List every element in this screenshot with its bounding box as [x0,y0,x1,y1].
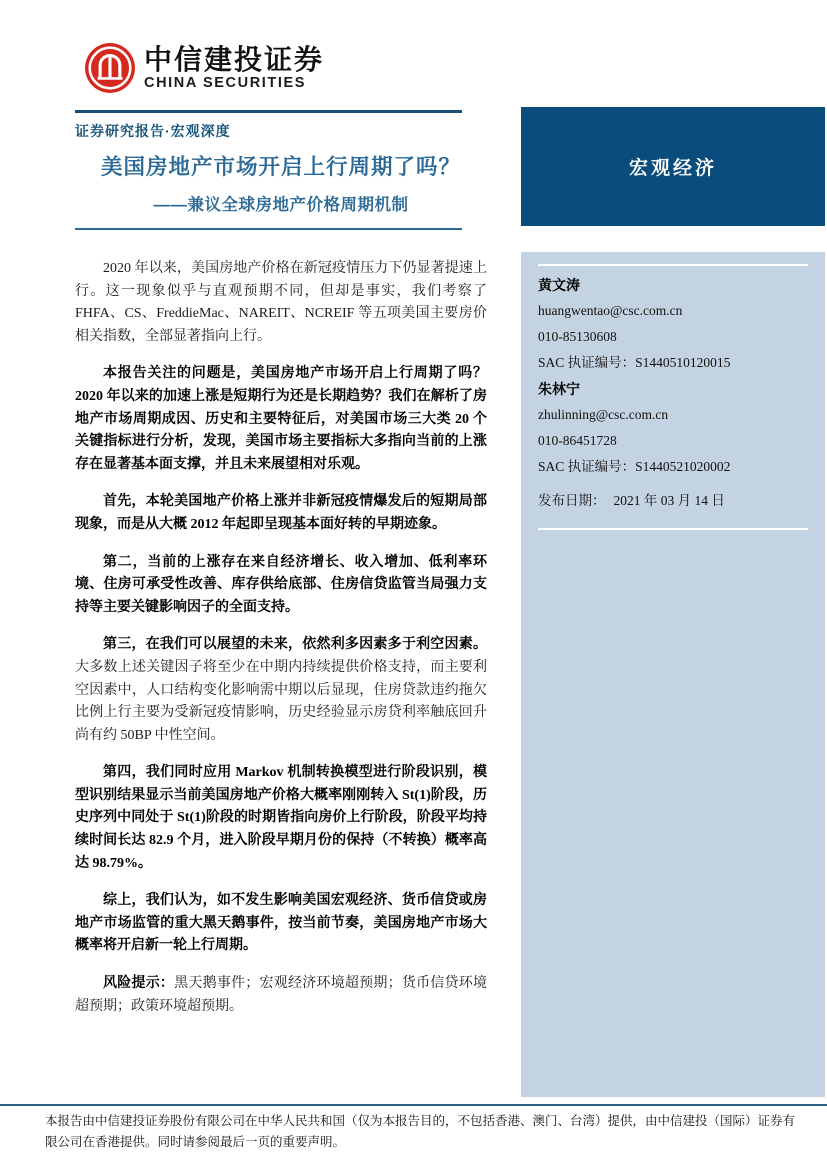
report-series-label: 证券研究报告·宏观深度 [75,123,231,139]
analyst-block [538,376,808,480]
analyst-phone: 010-85130608 [538,329,617,344]
publish-date-row [538,488,808,514]
analyst-info-panel [521,252,825,1097]
report-subtitle: ——兼议全球房地产价格周期机制 [153,196,409,214]
body-paragraph: 综上，我们认为，如不发生影响美国宏观经济、货币信贷或房地产市场监管的重大黑天鹅事件，按当前节奏，美国房地产市场大概率将开启新一轮上行周期。 [75,893,487,954]
panel-top-rule [538,264,808,266]
analyst-email: zhulinning@csc.com.cn [538,407,669,422]
category-badge [521,107,825,226]
analyst-phone: 010-86451728 [538,433,617,448]
category-label: 宏观经济 [628,158,717,179]
analyst-sac-number: SAC 执证编号：S1440510120015 [538,355,731,370]
citic-brand-logo-icon [84,42,136,94]
analyst-name: 朱林宁 [538,381,580,397]
body-paragraph: 第二，当前的上涨存在来自经济增长、收入增加、低利率环境、住房可承受性改善、库存供给底部、住房信贷监管当局强力支持等主要关键影响因子的全面支持。 [75,554,487,615]
analyst-block [538,272,808,376]
footer-disclaimer [45,1111,805,1153]
body-paragraph: 风险提示：黑天鹅事件；宏观经济环境超预期；货币信贷环境超预期；政策环境超预期。 [75,976,488,1014]
analyst-sac-number: SAC 执证编号：S1440521020002 [538,459,731,474]
body-paragraph: 2020 年以来，美国房地产价格在新冠疫情压力下仍显著提速上行。这一现象似乎与直观预期不同，但却是事实，我们考察了 FHFA、CS、FreddieMac、NAREIT、NCREIF 等五项美国主要房价相关指数，全部显著指向上行。 [75,261,487,344]
header-divider [75,110,462,113]
footer-divider [0,1104,827,1106]
brand-text [144,45,324,92]
body-paragraph: 第三，在我们可以展望的未来，依然利多因素多于利空因素。大多数上述关键因子将至少在中期内持续提供价格支持，而主要利空因素中，人口结构变化影响需中期以后显现，住房贷款违约拖欠比例上行主要为受新冠疫情影响，历史经验显示房贷利率触底回升尚有约 50BP 中性空间。 [75,637,487,743]
report-title: 美国房地产市场开启上行周期了吗？ [100,155,461,179]
brand-name-cn: 中信建投证券 [144,43,325,75]
publish-date-label: 发布日期： [538,493,606,508]
main-column [75,150,487,1033]
body-paragraph: 本报告关注的问题是，美国房地产市场开启上行周期了吗？2020 年以来的加速上涨是短期行为还是长期趋势？我们在解析了房地产市场周期成因、历史和主要特征后，对美国市场三大类 20 个关键指标进行分析，发现，美国市场主要指标大多指向当前的上涨存在显著基本面支撑，并且未来展望相对乐观。 [75,366,487,472]
title-divider [75,228,462,230]
abstract-body [75,258,487,1018]
body-paragraph: 首先，本轮美国地产价格上涨并非新冠疫情爆发后的短期局部现象，而是从大概 2012 年起即呈现基本面好转的早期迹象。 [75,494,487,532]
brand-header [84,42,324,94]
panel-bottom-rule [538,528,808,530]
footer-disclaimer-line: 本报告由中信建投证券股份有限公司在中华人民共和国（仅为本报告目的，不包括香港、澳门、台湾）提供，由中信建投（国际）证券有 [45,1114,796,1128]
publish-date-value: 2021 年 03 月 14 日 [613,493,725,508]
analyst-name: 黄文涛 [538,277,580,293]
analyst-email: huangwentao@csc.com.cn [538,303,683,318]
analyst-list [538,272,808,480]
body-paragraph: 第四，我们同时应用 Markov 机制转换模型进行阶段识别，模型识别结果显示当前美国房地产价格大概率刚刚转入 St(1)阶段，历史序列中同处于 St(1)阶段的时期皆指向房价上行阶段，阶段平均持续时间长达 82.9 个月，进入阶段早期月份的保持（不转换）概率高达 98.79%。 [75,765,487,871]
footer-disclaimer-line: 限公司在香港提供。同时请参阅最后一页的重要声明。 [45,1135,346,1149]
brand-name-en: CHINA SECURITIES [144,74,307,91]
